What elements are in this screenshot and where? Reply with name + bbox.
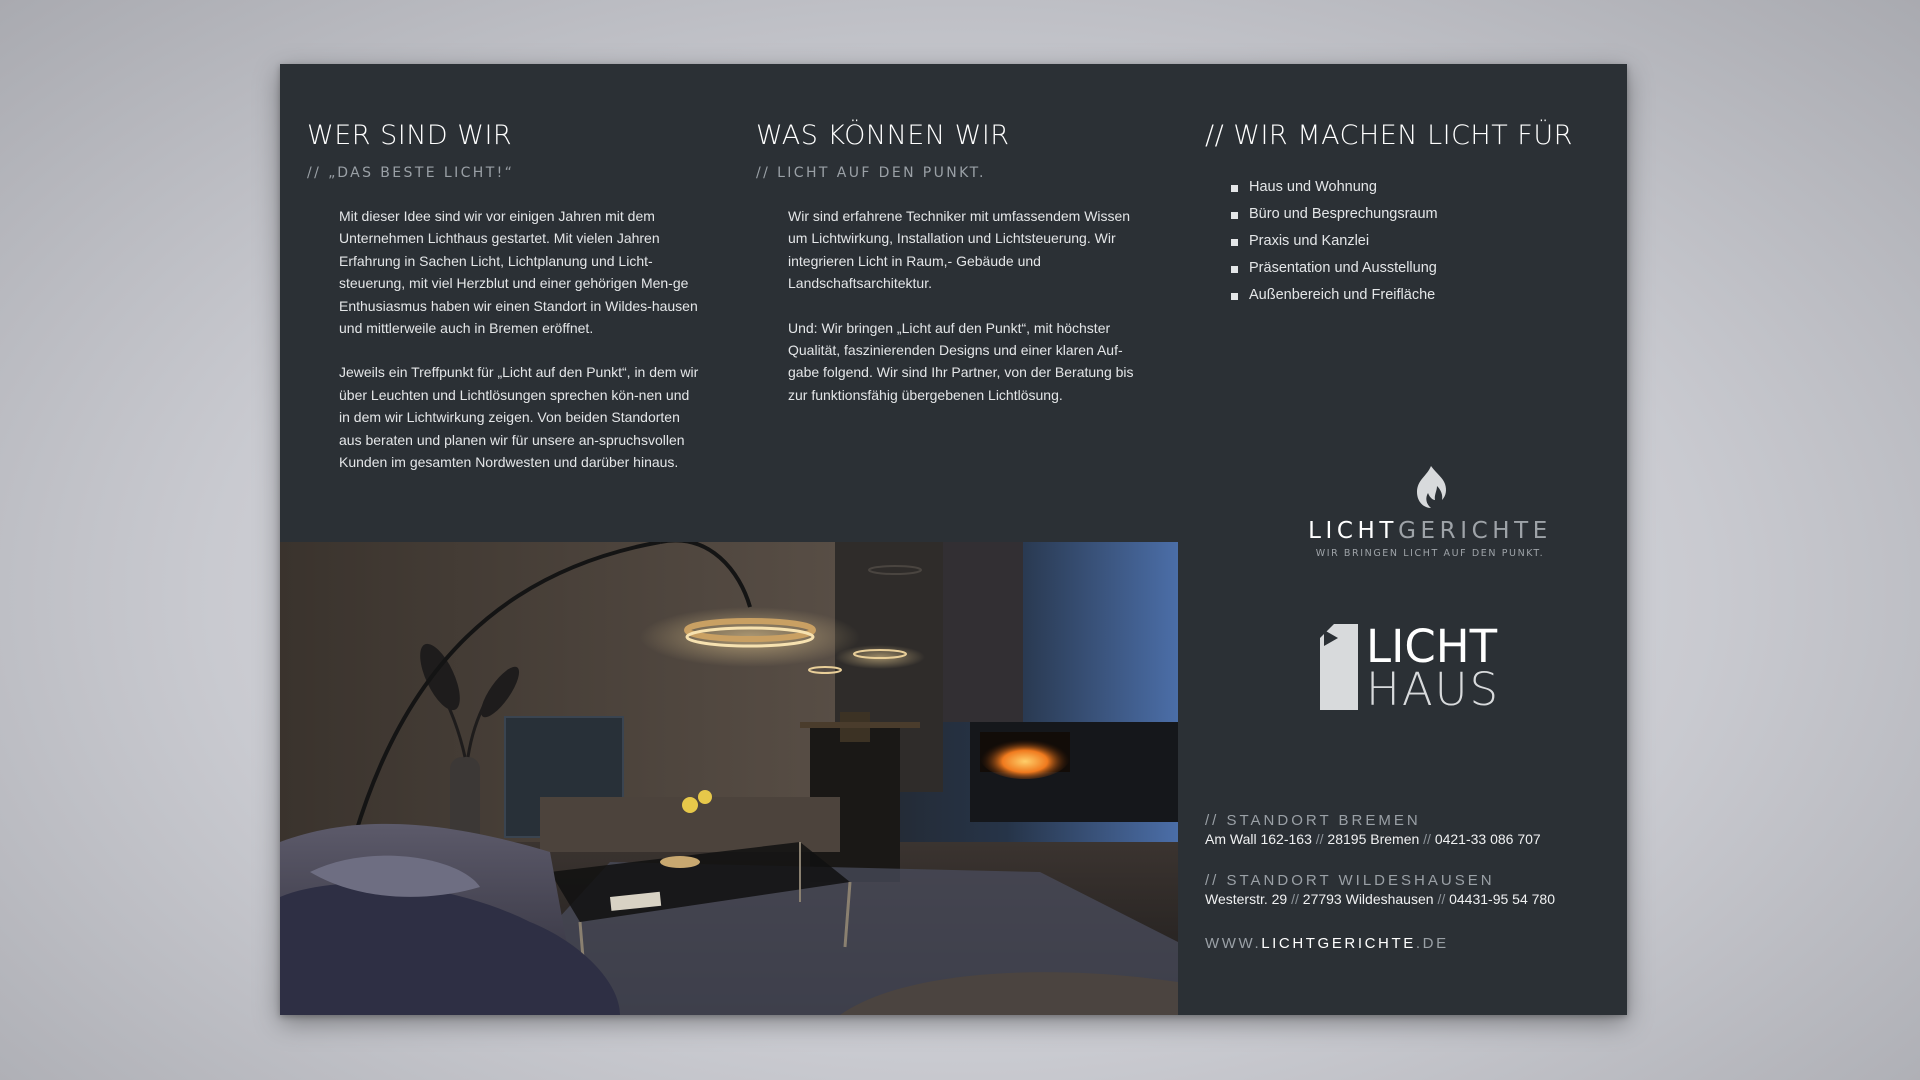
bullet-square-icon (1231, 185, 1238, 192)
lichthaus-logo (1310, 620, 1550, 744)
lichtgerichte-wordmark: LICHTGERICHTE (1308, 518, 1552, 544)
website-link[interactable]: WWW.LICHTGERICHTE.DE (1205, 935, 1449, 952)
subheading-best-light: // „DAS BESTE LICHT!“ (307, 165, 515, 181)
heading-what-we-can: WAS KÖNNEN WIR (756, 120, 1010, 151)
contact-bremen (1205, 812, 1541, 847)
brochure-sheet (280, 64, 1627, 1015)
body-who-we-are (339, 205, 701, 473)
contact-wildeshausen (1205, 872, 1555, 907)
flame-logo-icon (1413, 464, 1447, 510)
list-item: Büro und Besprechungsraum (1231, 206, 1605, 233)
lichthaus-line1: LICHT (1366, 620, 1498, 673)
subheading-light-on-point: // LICHT AUF DEN PUNKT. (756, 165, 986, 181)
paragraph: Wir sind erfahrene Techniker mit umfassendem Wissen um Lichtwirkung, Installation und Lichtsteuerung. Wir integrieren Licht in Raum,- Gebäude und Landschaftsarchitektur. (788, 208, 1131, 292)
bullet-square-icon (1231, 293, 1238, 300)
paragraph: Jeweils ein Treffpunkt für „Licht auf den Punkt“, in dem wir über Leuchten und Lichtlösungen sprechen kön-nen und in dem wir Lichtwirkung zeigen. Von beiden Standorten aus beraten und planen wir für unsere an-spruchsvollen Kunden im gesamten Nordwesten und darüber hinaus. (339, 364, 699, 471)
lichtgerichte-tagline: WIR BRINGEN LICHT AUF DEN PUNKT. (1315, 548, 1545, 559)
contact-label: // STANDORT BREMEN (1205, 812, 1421, 829)
paragraph: Und: Wir bringen „Licht auf den Punkt“, mit höchster Qualität, faszinierenden Designs und einer klaren Auf-gabe folgend. Wir sind Ihr Partner, von der Beratung bis zur funktionsfähig übergebenen Lichtlösung. (788, 319, 1134, 403)
bullet-square-icon (1231, 266, 1238, 273)
column-who-we-are (307, 120, 727, 495)
heading-who-we-are: WER SIND WIR (307, 120, 513, 151)
lichthaus-line2: HAUS (1366, 663, 1501, 716)
interior-photo (280, 542, 1178, 1015)
paragraph: Mit dieser Idee sind wir vor einigen Jahren mit dem Unternehmen Lichthaus gestartet. Mit vielen Jahren Erfahrung in Sachen Licht, Lichtplanung und Licht-steuerung, mit viel Herzblut und einer gehörigen Men-ge Enthusiasmus haben wir einen Standort in Wildes-hausen und mittlerweile auch in Bremen eröffnet. (339, 208, 698, 337)
service-list (1231, 179, 1605, 314)
contact-address: Westerstr. 29 // 27793 Wildeshausen // 04431-95 54 780 (1205, 891, 1555, 907)
contact-address: Am Wall 162-163 // 28195 Bremen // 0421-33 086 707 (1205, 831, 1541, 847)
heading-we-make-light-for: // WIR MACHEN LICHT FÜR (1205, 120, 1573, 151)
column-what-we-can (756, 120, 1176, 428)
lichtgerichte-logo (1270, 464, 1590, 559)
list-item: Haus und Wohnung (1231, 179, 1605, 206)
column-we-make-light-for (1205, 120, 1605, 314)
contact-label: // STANDORT WILDESHAUSEN (1205, 872, 1495, 889)
bullet-square-icon (1231, 212, 1238, 219)
list-item: Praxis und Kanzlei (1231, 233, 1605, 260)
body-what-we-can (788, 205, 1150, 406)
lichthaus-logo-icon (1320, 624, 1360, 712)
list-item: Außenbereich und Freifläche (1231, 287, 1605, 314)
list-item: Präsentation und Ausstellung (1231, 260, 1605, 287)
bullet-square-icon (1231, 239, 1238, 246)
